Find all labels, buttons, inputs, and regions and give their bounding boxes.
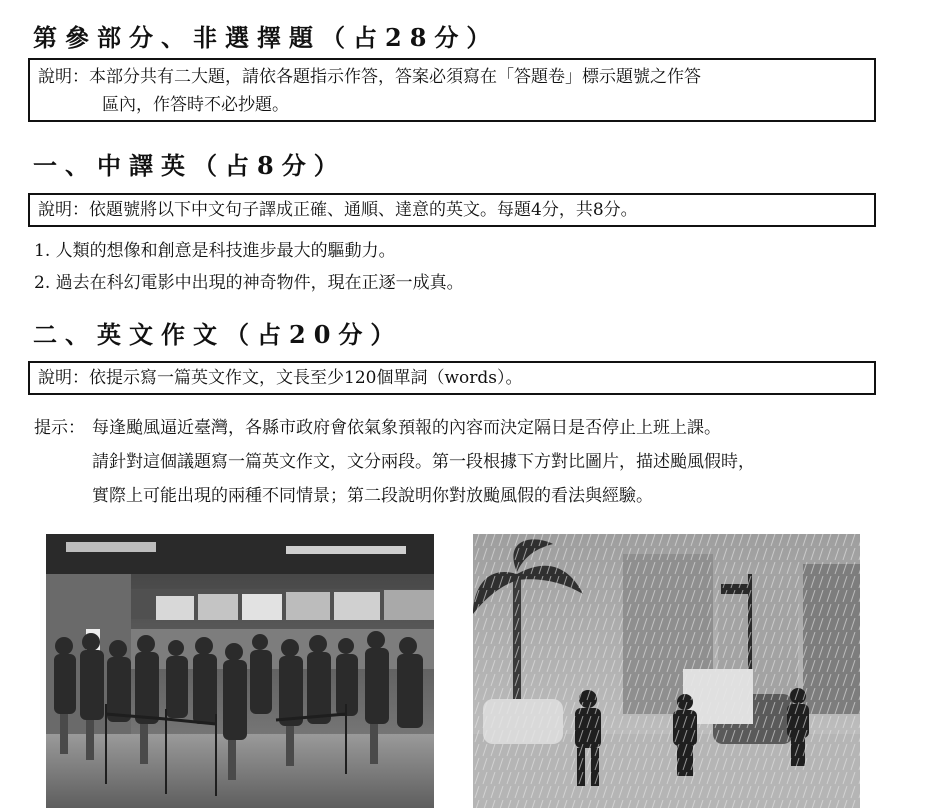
section1-item-2: 2. 過去在科幻電影中出現的神奇物件，現在正逐一成真。 [34, 273, 464, 293]
part3-instruction-line1: 本部分共有二大題，請依各題指示作答，答案必須寫在「答題卷」標示題號之作答 [89, 67, 701, 87]
section2-instruction-box [28, 361, 876, 395]
typhoon-rain-photo [473, 534, 860, 808]
section1-instruction: 說明：依題號將以下中文句子譯成正確、通順、達意的英文。每題4分，共8分。 [38, 200, 638, 220]
part3-instruction-box [28, 58, 876, 122]
part3-title: 第參部分、非選擇題（占28分） [33, 23, 499, 52]
section2-hint-line-2: 請針對這個議題寫一篇英文作文，文分兩段。第一段根據下方對比圖片，描述颱風假時， [92, 452, 755, 472]
cinema-crowd-photo [46, 534, 434, 808]
section2-hint-line-1: 每逢颱風逼近臺灣，各縣市政府會依氣象預報的內容而決定隔日是否停止上班上課。 [92, 418, 721, 438]
section1-title: 一、中譯英（占8分） [33, 151, 346, 180]
section2-hint-label: 提示： [34, 418, 85, 438]
section1-item-1: 1. 人類的想像和創意是科技進步最大的驅動力。 [34, 241, 396, 261]
section2-hint-line-3: 實際上可能出現的兩種不同情景；第二段說明你對放颱風假的看法與經驗。 [92, 486, 653, 506]
section1-instruction-box [28, 193, 876, 227]
section2-title: 二、英文作文（占20分） [33, 320, 403, 349]
part3-instruction-line2: 區內，作答時不必抄題。 [102, 95, 289, 115]
section2-instruction: 說明：依提示寫一篇英文作文，文長至少120個單詞（words）。 [38, 368, 523, 388]
part3-instruction-label: 說明： [38, 67, 89, 87]
